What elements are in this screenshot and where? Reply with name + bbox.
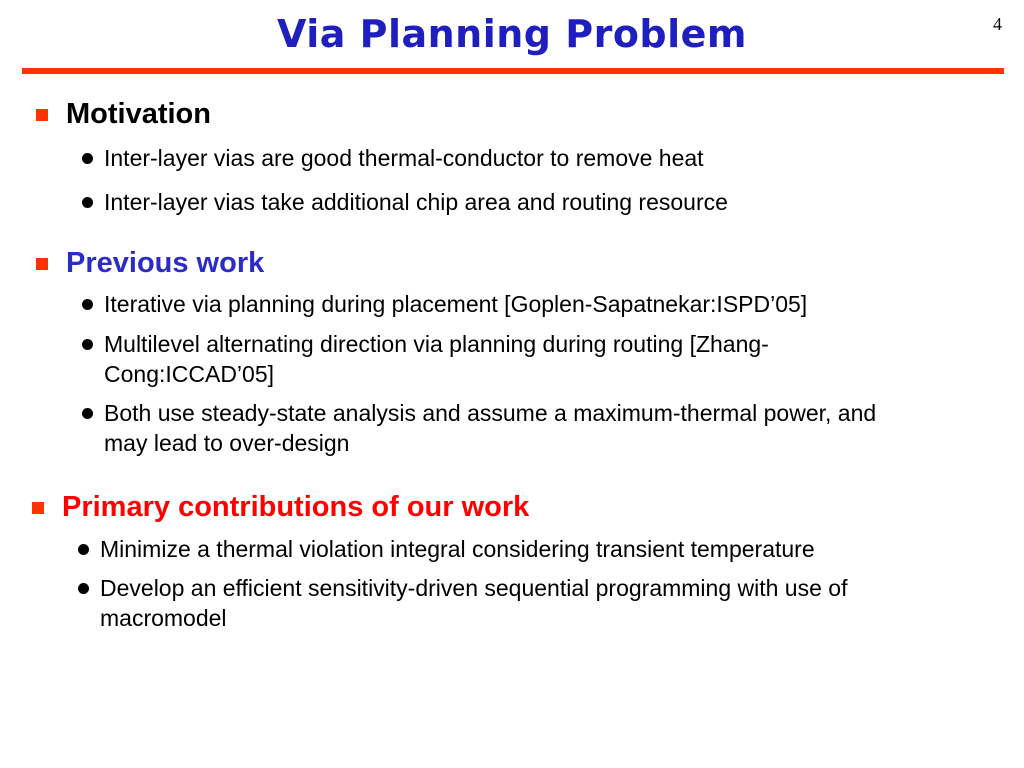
round-bullet-icon — [78, 583, 89, 594]
round-bullet-icon — [82, 153, 93, 164]
list-item — [78, 573, 958, 633]
list-item — [82, 398, 922, 458]
list-item — [82, 289, 982, 319]
list-item-text: Inter-layer vias are good thermal-conductor to remove heat — [104, 145, 704, 171]
list-item — [82, 143, 982, 173]
round-bullet-icon — [82, 408, 93, 419]
round-bullet-icon — [82, 197, 93, 208]
square-bullet-icon — [32, 502, 44, 514]
list-item-text: Develop an efficient sensitivity-driven sequential programming with use of macromodel — [100, 575, 848, 631]
section-previous-work — [0, 245, 1024, 456]
round-bullet-icon — [82, 339, 93, 350]
list-item-text: Multilevel alternating direction via planning during routing [Zhang-Cong:ICCAD’05] — [104, 331, 769, 387]
list-item-text: Minimize a thermal violation integral considering transient temperature — [100, 536, 815, 562]
square-bullet-icon — [36, 109, 48, 121]
section-motivation — [0, 96, 1024, 215]
list-item-text: Iterative via planning during placement [Goplen-Sapatnekar:ISPD’05] — [104, 291, 808, 317]
section-contributions — [0, 489, 1024, 631]
title-divider — [22, 68, 1004, 74]
list-item-text: Both use steady-state analysis and assume a maximum-thermal power, and may lead to over-design — [104, 400, 877, 456]
section-heading: Primary contributions of our work — [62, 491, 530, 523]
round-bullet-icon — [82, 299, 93, 310]
square-bullet-icon — [36, 258, 48, 270]
list-item-text: Inter-layer vias take additional chip area and routing resource — [104, 189, 728, 215]
section-heading: Previous work — [66, 247, 265, 279]
section-heading: Motivation — [66, 98, 211, 130]
list-item — [82, 187, 982, 217]
page-number: 4 — [993, 14, 1002, 34]
list-item — [78, 534, 1008, 564]
slide-title: Via Planning Problem — [276, 12, 748, 56]
round-bullet-icon — [78, 544, 89, 555]
list-item — [82, 329, 932, 389]
